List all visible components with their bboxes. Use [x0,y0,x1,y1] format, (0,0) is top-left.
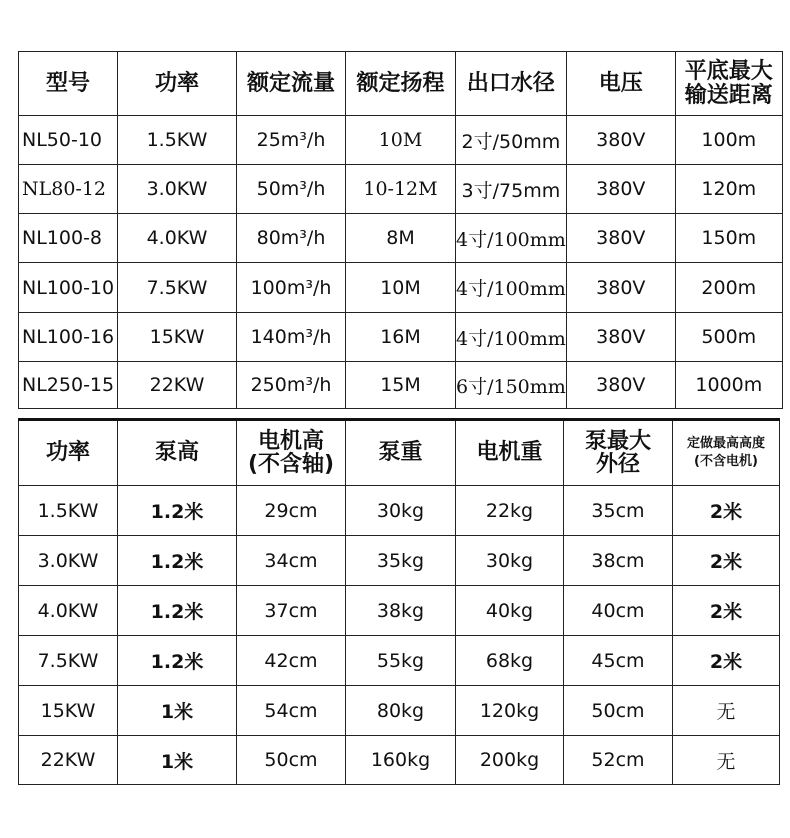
header-max-distance [675,52,782,116]
cell-model: NL100-8 [19,214,118,263]
cell-model: NL50-10 [19,116,118,165]
cell-motor-weight: 22kg [456,486,564,536]
cell-flow: 25m³/h [237,116,346,165]
spec-row [19,313,783,362]
cell-pump-height: 1.2米 [118,636,237,686]
cell-power: 15KW [118,313,237,362]
pump-dimension-table [18,418,780,785]
cell-voltage: 380V [566,263,675,313]
spec-row [19,362,783,409]
cell-power: 1.5KW [118,116,237,165]
cell-head: 8M [346,214,456,263]
dim-row [19,736,780,785]
cell-motor-weight: 40kg [456,586,564,636]
cell-motor-height: 42cm [237,636,346,686]
cell-motor-height: 50cm [237,736,346,785]
cell-pump-weight: 38kg [346,586,456,636]
dim-row [19,486,780,536]
cell-model: NL100-16 [19,313,118,362]
cell-pump-weight: 30kg [346,486,456,536]
cell-custom-height: 2米 [673,536,780,586]
cell-power: 15KW [19,686,118,736]
header-power: 功率 [19,420,118,486]
cell-power: 3.0KW [19,536,118,586]
cell-distance: 200m [675,263,782,313]
cell-distance: 100m [675,116,782,165]
cell-distance: 500m [675,313,782,362]
cell-power: 4.0KW [19,586,118,636]
header-pump-max-diameter-line1: 泵最大 [584,428,651,454]
cell-power: 7.5KW [118,263,237,313]
cell-pump-weight: 55kg [346,636,456,686]
cell-voltage: 380V [566,116,675,165]
cell-outlet: 4寸/100mm [456,263,567,313]
header-motor-height-line1: 电机高 [257,428,324,454]
cell-motor-weight: 120kg [456,686,564,736]
dim-row [19,686,780,736]
header-max-distance-line1: 平底最大 [684,59,773,85]
cell-pump-diameter: 50cm [564,686,673,736]
cell-voltage: 380V [566,165,675,214]
cell-pump-weight: 80kg [346,686,456,736]
header-motor-height-line2: (不含轴) [247,452,335,477]
pump-spec-table [18,51,783,409]
cell-motor-height: 54cm [237,686,346,736]
dim-header-row [19,420,780,486]
cell-outlet: 4寸/100mm [456,214,567,263]
spec-row [19,116,783,165]
dim-row [19,536,780,586]
cell-motor-height: 37cm [237,586,346,636]
header-pump-height: 泵高 [118,420,237,486]
cell-outlet: 3寸/75mm [456,165,567,214]
cell-motor-weight: 68kg [456,636,564,686]
cell-power: 1.5KW [19,486,118,536]
spec-row [19,214,783,263]
cell-head: 10M [346,263,456,313]
cell-head: 10M [346,116,456,165]
cell-pump-height: 1米 [118,686,237,736]
header-pump-weight: 泵重 [346,420,456,486]
header-custom-max-height [673,420,780,486]
cell-power: 22KW [118,362,237,409]
cell-outlet: 6寸/150mm [456,362,567,409]
cell-flow: 50m³/h [237,165,346,214]
cell-head: 10-12M [346,165,456,214]
cell-custom-height: 无 [673,686,780,736]
cell-pump-diameter: 45cm [564,636,673,686]
header-power: 功率 [118,52,237,116]
cell-pump-diameter: 52cm [564,736,673,785]
header-rated-flow: 额定流量 [237,52,346,116]
cell-pump-height: 1.2米 [118,536,237,586]
cell-voltage: 380V [566,313,675,362]
cell-model: NL250-15 [19,362,118,409]
cell-pump-weight: 160kg [346,736,456,785]
cell-motor-height: 29cm [237,486,346,536]
cell-pump-height: 1.2米 [118,486,237,536]
dim-row [19,636,780,686]
spec-header-row [19,52,783,116]
cell-motor-weight: 30kg [456,536,564,586]
header-motor-height [237,420,346,486]
cell-outlet: 4寸/100mm [456,313,567,362]
spec-row [19,165,783,214]
cell-distance: 150m [675,214,782,263]
header-custom-max-height-line1: 定做最高高度 [686,435,765,451]
cell-head: 15M [346,362,456,409]
cell-pump-height: 1米 [118,736,237,785]
header-outlet-diameter: 出口水径 [456,52,567,116]
header-pump-max-diameter-line2: 外径 [595,452,640,477]
cell-pump-height: 1.2米 [118,586,237,636]
cell-pump-diameter: 35cm [564,486,673,536]
header-pump-max-diameter [564,420,673,486]
cell-custom-height: 2米 [673,486,780,536]
cell-flow: 80m³/h [237,214,346,263]
cell-model: NL80-12 [19,165,118,214]
cell-custom-height: 无 [673,736,780,785]
cell-outlet: 2寸/50mm [456,116,567,165]
cell-power: 4.0KW [118,214,237,263]
cell-motor-weight: 200kg [456,736,564,785]
cell-head: 16M [346,313,456,362]
cell-voltage: 380V [566,214,675,263]
cell-pump-weight: 35kg [346,536,456,586]
cell-model: NL100-10 [19,263,118,313]
header-model: 型号 [19,52,118,116]
header-max-distance-line2: 输送距离 [684,82,773,108]
cell-motor-height: 34cm [237,536,346,586]
header-motor-weight: 电机重 [456,420,564,486]
header-voltage: 电压 [566,52,675,116]
cell-distance: 120m [675,165,782,214]
cell-power: 7.5KW [19,636,118,686]
spec-row [19,263,783,313]
cell-power: 3.0KW [118,165,237,214]
cell-flow: 140m³/h [237,313,346,362]
cell-power: 22KW [19,736,118,785]
dim-row [19,586,780,636]
cell-distance: 1000m [675,362,782,409]
cell-pump-diameter: 38cm [564,536,673,586]
cell-voltage: 380V [566,362,675,409]
cell-custom-height: 2米 [673,586,780,636]
cell-flow: 100m³/h [237,263,346,313]
header-rated-head: 额定扬程 [346,52,456,116]
cell-custom-height: 2米 [673,636,780,686]
cell-pump-diameter: 40cm [564,586,673,636]
header-custom-max-height-line2: (不含电机) [694,454,758,469]
cell-flow: 250m³/h [237,362,346,409]
